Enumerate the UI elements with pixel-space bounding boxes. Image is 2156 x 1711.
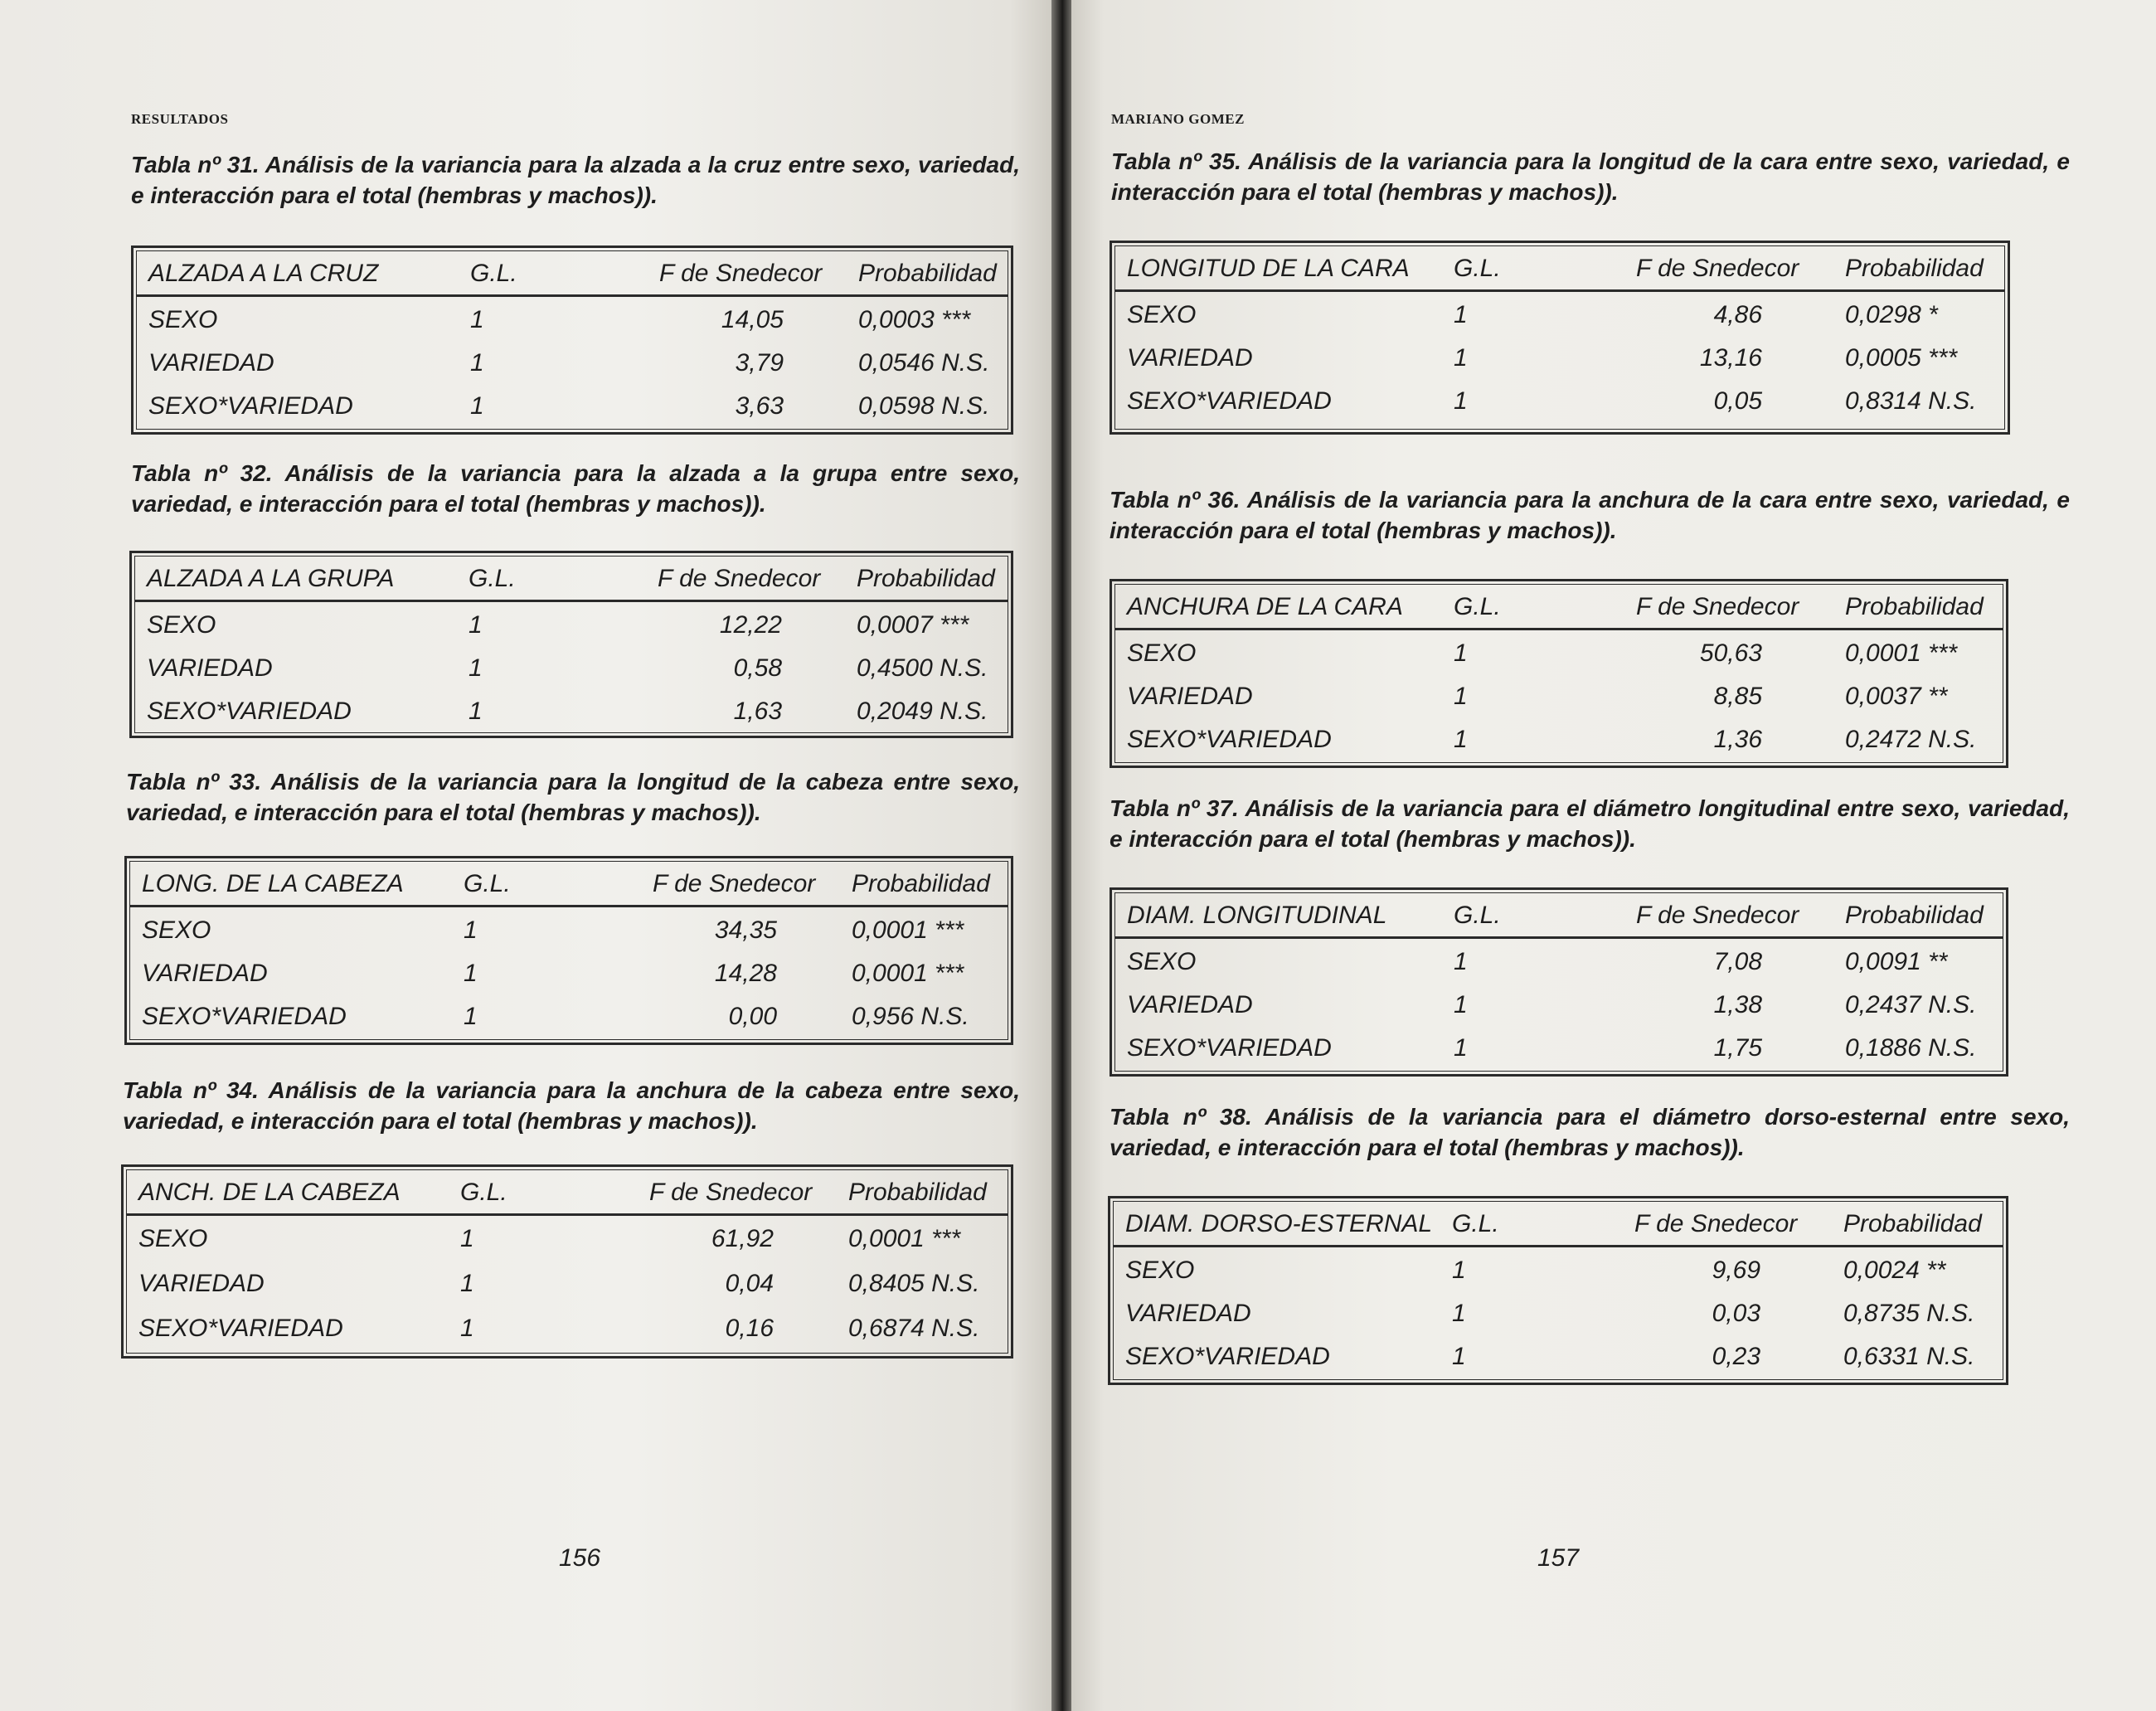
page-number: 156	[559, 1544, 601, 1572]
header-probabilidad: Probabilidad	[857, 565, 995, 592]
header-probabilidad: Probabilidad	[852, 870, 990, 897]
header-f: F de Snedecor	[658, 565, 821, 592]
cell-f: 0,04	[725, 1270, 774, 1297]
header-variable: ANCH. DE LA CABEZA	[138, 1179, 401, 1206]
header-gl: G.L.	[464, 870, 511, 897]
table-row	[137, 298, 1008, 341]
header-f: F de Snedecor	[653, 870, 816, 897]
cell-gl: 1	[1454, 639, 1468, 667]
table-row	[1114, 1248, 2003, 1291]
cell-gl: 1	[1454, 301, 1468, 328]
table-header-row	[1115, 585, 2003, 630]
header-variable: DIAM. LONGITUDINAL	[1127, 902, 1387, 929]
anova-table	[131, 245, 1013, 435]
cell-source: SEXO*VARIEDAD	[1125, 1343, 1330, 1370]
cell-f: 1,36	[1713, 726, 1762, 753]
table-header-row	[1115, 246, 2004, 292]
header-variable: ALZADA A LA CRUZ	[148, 260, 379, 287]
page-number: 157	[1537, 1544, 1580, 1572]
cell-prob: 0,0001 ***	[1845, 639, 1958, 667]
cell-f: 12,22	[719, 611, 782, 639]
header-variable: LONGITUD DE LA CARA	[1127, 255, 1410, 282]
cell-prob: 0,0546 N.S.	[858, 349, 990, 377]
table-row	[137, 341, 1008, 384]
cell-f: 1,75	[1713, 1034, 1762, 1062]
book-gutter	[1051, 0, 1071, 1711]
cell-gl: 1	[469, 698, 483, 725]
table-row	[127, 1217, 1008, 1260]
cell-prob: 0,0091 **	[1845, 948, 1948, 975]
cell-gl: 1	[1454, 726, 1468, 753]
cell-source: SEXO	[142, 916, 211, 944]
table-row	[1114, 1291, 2003, 1334]
table-row	[127, 1306, 1008, 1349]
cell-prob: 0,0001 ***	[852, 916, 964, 944]
cell-f: 1,38	[1713, 991, 1762, 1018]
table-header-row	[1115, 893, 2003, 939]
cell-f: 9,69	[1712, 1257, 1760, 1284]
table-row	[137, 384, 1008, 427]
cell-source: SEXO	[1127, 639, 1197, 667]
table-row	[130, 994, 1008, 1038]
cell-source: SEXO	[147, 611, 216, 639]
cell-source: SEXO	[1127, 948, 1197, 975]
table-row	[135, 646, 1008, 689]
cell-f: 3,79	[735, 349, 784, 377]
table-caption: Tabla nº 36. Análisis de la variancia para la anchura de la cara entre sexo, variedad, e interacción para el total (hembras y machos)).	[1110, 487, 2070, 543]
header-f: F de Snedecor	[1636, 902, 1799, 929]
header-gl: G.L.	[1454, 255, 1501, 282]
header-f: F de Snedecor	[659, 260, 823, 287]
cell-prob: 0,0007 ***	[857, 611, 969, 639]
cell-source: VARIEDAD	[1127, 683, 1253, 710]
cell-source: VARIEDAD	[1125, 1300, 1251, 1327]
anova-table	[121, 1164, 1013, 1359]
table-row	[135, 603, 1008, 646]
table-row	[1115, 631, 2003, 674]
cell-source: SEXO*VARIEDAD	[148, 392, 353, 420]
cell-gl: 1	[469, 611, 483, 639]
cell-f: 34,35	[714, 916, 777, 944]
header-variable: ANCHURA DE LA CARA	[1127, 593, 1403, 620]
cell-f: 13,16	[1699, 344, 1762, 372]
cell-gl: 1	[1454, 387, 1468, 415]
cell-gl: 1	[1454, 683, 1468, 710]
cell-source: VARIEDAD	[148, 349, 274, 377]
header-f: F de Snedecor	[1636, 593, 1799, 620]
cell-prob: 0,0001 ***	[852, 960, 964, 987]
cell-gl: 1	[1454, 1034, 1468, 1062]
header-probabilidad: Probabilidad	[1845, 593, 1984, 620]
cell-f: 0,58	[733, 654, 782, 682]
cell-gl: 1	[464, 960, 478, 987]
header-probabilidad: Probabilidad	[1843, 1210, 1982, 1237]
header-f: F de Snedecor	[1636, 255, 1799, 282]
cell-source: SEXO	[138, 1225, 208, 1252]
table-row	[1115, 293, 2004, 336]
cell-f: 14,28	[714, 960, 777, 987]
cell-prob: 0,1886 N.S.	[1845, 1034, 1977, 1062]
cell-prob: 0,8405 N.S.	[848, 1270, 980, 1297]
cell-prob: 0,2472 N.S.	[1845, 726, 1977, 753]
cell-prob: 0,6331 N.S.	[1843, 1343, 1975, 1370]
header-variable: ALZADA A LA GRUPA	[147, 565, 395, 592]
cell-prob: 0,2049 N.S.	[857, 698, 988, 725]
cell-source: VARIEDAD	[142, 960, 268, 987]
header-gl: G.L.	[1454, 593, 1501, 620]
cell-gl: 1	[464, 916, 478, 944]
cell-prob: 0,0024 **	[1843, 1257, 1946, 1284]
table-caption: Tabla nº 31. Análisis de la variancia para la alzada a la cruz entre sexo, variedad, e interacción para el total (hembras y machos)).	[131, 152, 1020, 208]
table-row	[1115, 1026, 2003, 1069]
header-probabilidad: Probabilidad	[858, 260, 997, 287]
table-row	[1114, 1334, 2003, 1378]
cell-source: VARIEDAD	[1127, 344, 1253, 372]
cell-prob: 0,0598 N.S.	[858, 392, 990, 420]
cell-f: 50,63	[1699, 639, 1762, 667]
running-head: MARIANO GOMEZ	[1111, 111, 1245, 127]
table-caption: Tabla nº 38. Análisis de la variancia para el diámetro dorso-esternal entre sexo, variedad, e interacción para el total (hembras y machos)).	[1110, 1104, 2070, 1160]
cell-source: SEXO	[1127, 301, 1197, 328]
table-caption: Tabla nº 33. Análisis de la variancia para la longitud de la cabeza entre sexo, variedad, e interacción para el total (hembras y machos)).	[126, 769, 1020, 825]
running-head: RESULTADOS	[131, 111, 229, 127]
cell-f: 0,23	[1712, 1343, 1760, 1370]
cell-gl: 1	[470, 392, 484, 420]
header-f: F de Snedecor	[649, 1179, 813, 1206]
table-row	[1115, 379, 2004, 422]
cell-gl: 1	[469, 654, 483, 682]
cell-gl: 1	[460, 1270, 474, 1297]
header-gl: G.L.	[470, 260, 517, 287]
table-header-row	[137, 251, 1008, 297]
header-variable: LONG. DE LA CABEZA	[142, 870, 404, 897]
cell-gl: 1	[1454, 948, 1468, 975]
cell-gl: 1	[470, 306, 484, 333]
cell-f: 3,63	[735, 392, 784, 420]
anova-table	[1110, 241, 2010, 435]
cell-f: 0,00	[728, 1003, 777, 1030]
cell-f: 4,86	[1713, 301, 1762, 328]
header-gl: G.L.	[1452, 1210, 1499, 1237]
header-probabilidad: Probabilidad	[1845, 255, 1984, 282]
cell-source: SEXO*VARIEDAD	[142, 1003, 347, 1030]
right-page	[1071, 0, 2156, 1711]
table-caption: Tabla nº 37. Análisis de la variancia para el diámetro longitudinal entre sexo, variedad, e interacción para el total (hembras y machos)).	[1110, 795, 2070, 852]
table-header-row	[1114, 1202, 2003, 1247]
header-probabilidad: Probabilidad	[848, 1179, 987, 1206]
cell-source: VARIEDAD	[138, 1270, 265, 1297]
cell-f: 7,08	[1713, 948, 1762, 975]
cell-prob: 0,6874 N.S.	[848, 1315, 980, 1342]
cell-prob: 0,8314 N.S.	[1845, 387, 1977, 415]
cell-source: SEXO	[148, 306, 218, 333]
table-caption: Tabla nº 35. Análisis de la variancia para la longitud de la cara entre sexo, variedad, e interacción para el total (hembras y machos)).	[1111, 148, 2070, 205]
cell-f: 0,03	[1712, 1300, 1760, 1327]
cell-prob: 0,0001 ***	[848, 1225, 961, 1252]
cell-gl: 1	[1452, 1257, 1466, 1284]
cell-gl: 1	[1454, 991, 1468, 1018]
cell-gl: 1	[1452, 1300, 1466, 1327]
cell-prob: 0,8735 N.S.	[1843, 1300, 1975, 1327]
table-row	[135, 689, 1008, 732]
cell-source: SEXO	[1125, 1257, 1195, 1284]
cell-prob: 0,0005 ***	[1845, 344, 1958, 372]
cell-gl: 1	[460, 1225, 474, 1252]
cell-source: SEXO*VARIEDAD	[1127, 387, 1332, 415]
anova-table	[1110, 579, 2008, 768]
header-gl: G.L.	[1454, 902, 1501, 929]
table-header-row	[130, 862, 1008, 907]
table-row	[1115, 717, 2003, 761]
header-variable: DIAM. DORSO-ESTERNAL	[1125, 1210, 1433, 1237]
cell-prob: 0,0298 *	[1845, 301, 1938, 328]
table-row	[130, 908, 1008, 951]
cell-f: 0,05	[1713, 387, 1762, 415]
cell-gl: 1	[464, 1003, 478, 1030]
table-header-row	[127, 1170, 1008, 1216]
cell-prob: 0,2437 N.S.	[1845, 991, 1977, 1018]
table-row	[1115, 336, 2004, 379]
header-gl: G.L.	[469, 565, 516, 592]
table-row	[1115, 983, 2003, 1026]
anova-table	[1108, 1196, 2008, 1385]
cell-f: 0,16	[725, 1315, 774, 1342]
cell-source: SEXO*VARIEDAD	[147, 698, 352, 725]
header-probabilidad: Probabilidad	[1845, 902, 1984, 929]
cell-prob: 0,0003 ***	[858, 306, 971, 333]
cell-f: 1,63	[733, 698, 782, 725]
cell-gl: 1	[1452, 1343, 1466, 1370]
cell-f: 8,85	[1713, 683, 1762, 710]
table-row	[130, 951, 1008, 994]
cell-source: VARIEDAD	[147, 654, 273, 682]
cell-source: VARIEDAD	[1127, 991, 1253, 1018]
header-f: F de Snedecor	[1634, 1210, 1798, 1237]
cell-gl: 1	[470, 349, 484, 377]
cell-f: 61,92	[711, 1225, 774, 1252]
cell-source: SEXO*VARIEDAD	[1127, 1034, 1332, 1062]
cell-prob: 0,4500 N.S.	[857, 654, 988, 682]
cell-source: SEXO*VARIEDAD	[1127, 726, 1332, 753]
cell-prob: 0,956 N.S.	[852, 1003, 969, 1030]
table-caption: Tabla nº 32. Análisis de la variancia para la alzada a la grupa entre sexo, variedad, e interacción para el total (hembras y machos)).	[131, 460, 1020, 517]
table-row	[127, 1261, 1008, 1305]
table-row	[1115, 940, 2003, 983]
table-row	[1115, 674, 2003, 717]
table-header-row	[135, 557, 1008, 602]
cell-gl: 1	[1454, 344, 1468, 372]
cell-f: 14,05	[721, 306, 784, 333]
anova-table	[129, 551, 1013, 738]
header-gl: G.L.	[460, 1179, 507, 1206]
cell-source: SEXO*VARIEDAD	[138, 1315, 343, 1342]
cell-gl: 1	[460, 1315, 474, 1342]
left-page	[0, 0, 1051, 1711]
table-caption: Tabla nº 34. Análisis de la variancia para la anchura de la cabeza entre sexo, variedad, e interacción para el total (hembras y machos)).	[123, 1077, 1020, 1134]
anova-table	[124, 856, 1013, 1045]
anova-table	[1110, 887, 2008, 1077]
cell-prob: 0,0037 **	[1845, 683, 1948, 710]
